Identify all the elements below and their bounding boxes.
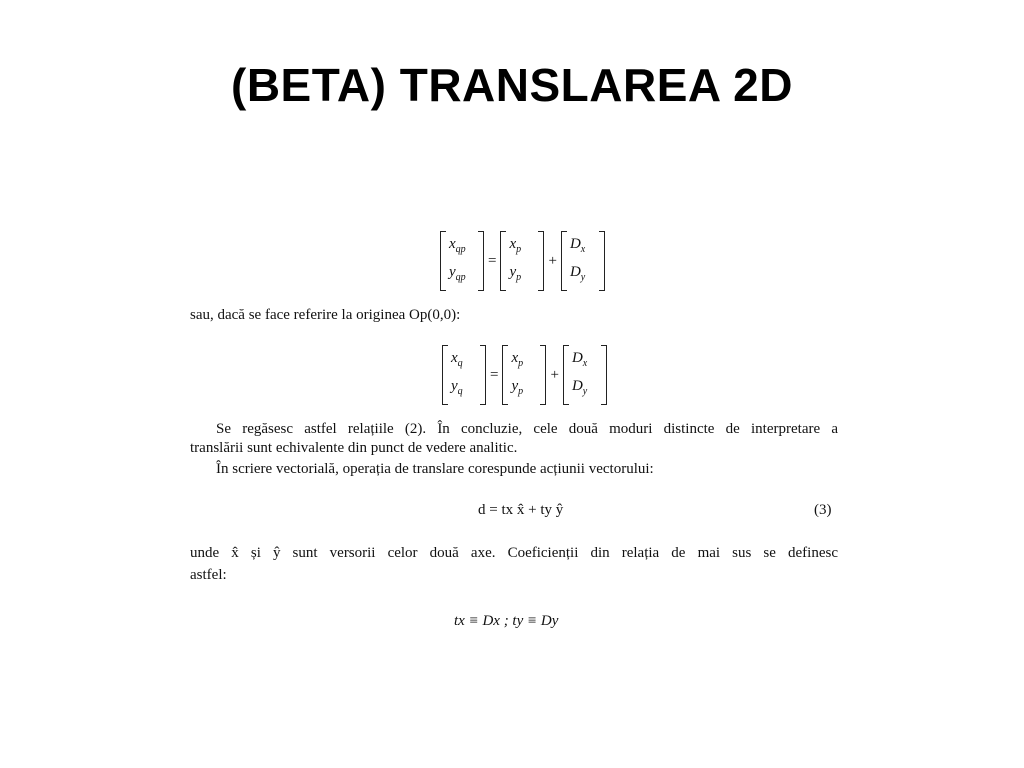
text-sau: sau, dacă se face referire la originea Op(0,0): <box>190 307 461 323</box>
matrix-equation-1: $x_{qp}$ $y_{qp}$ = $x_p$ $y_p$ + $D_x$ $D_y$ <box>440 231 605 291</box>
equation-4: tx ≡ Dx ; ty ≡ Dy <box>454 613 559 629</box>
equation-3: d = tx x̂ + ty ŷ <box>478 502 564 518</box>
paragraph-unde-line-1: unde x̂ și ŷ sunt versorii celor două axe. Coeficienții din relația de mai sus se definesc <box>190 545 838 561</box>
equation-3-number: (3) <box>814 502 832 518</box>
matrix-equation-2: $x_q$ $y_q$ = $x_p$ $y_p$ + $D_x$ $D_y$ <box>442 345 607 405</box>
matrix-mid: $x_p$ $y_p$ <box>502 345 546 405</box>
paragraph-1-line-1: Se regăsesc astfel relațiile (2). În concluzie, cele două moduri distincte de interpretare a <box>216 421 838 437</box>
matrix-mid: $x_p$ $y_p$ <box>500 231 544 291</box>
matrix-lhs: $x_{qp}$ $y_{qp}$ <box>440 231 484 291</box>
matrix-lhs: $x_q$ $y_q$ <box>442 345 486 405</box>
matrix-rhs: $D_x$ $D_y$ <box>561 231 605 291</box>
matrix-rhs: $D_x$ $D_y$ <box>563 345 607 405</box>
paragraph-1-line-2: translării sunt echivalente din punct de vedere analitic. <box>190 440 518 456</box>
paragraph-unde-line-2: astfel: <box>190 567 227 583</box>
paragraph-2: În scriere vectorială, operația de translare corespunde acțiunii vectorului: <box>216 461 654 477</box>
slide-title: (BETA) TRANSLAREA 2D <box>231 59 793 111</box>
